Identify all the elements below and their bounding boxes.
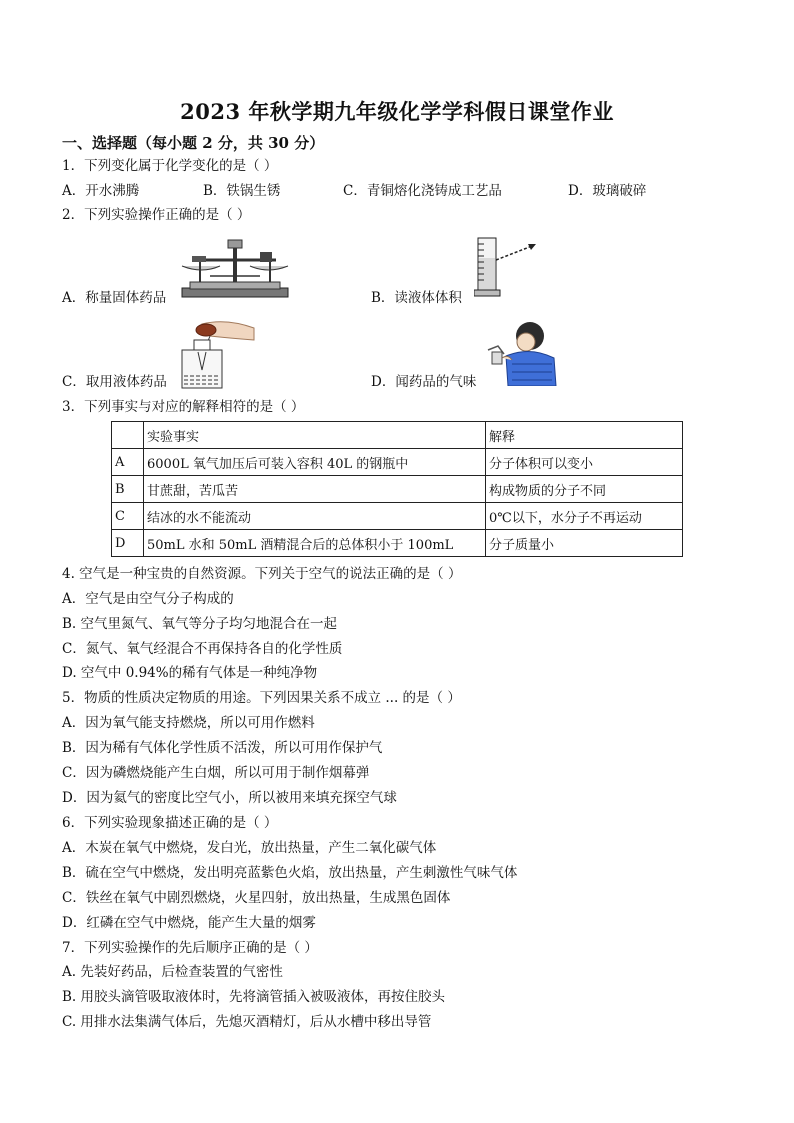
question-4-option-c: C．氮气、氧气经混合不再保持各自的化学性质 xyxy=(62,641,343,657)
table-cell: 构成物质的分子不同 xyxy=(486,476,683,503)
question-7-option-c: C. 用排水法集满气体后，先熄灭酒精灯，后从水槽中移出导管 xyxy=(62,1014,432,1030)
question-6-stem: 6．下列实验现象描述正确的是（ ） xyxy=(62,815,278,831)
question-7-option-b: B. 用胶头滴管吸取液体时，先将滴管插入被吸液体，再按住胶头 xyxy=(62,989,446,1005)
liquid-pouring-illustration xyxy=(176,318,256,390)
question-7-stem: 7．下列实验操作的先后顺序正确的是（ ） xyxy=(62,940,318,956)
question-4-option-b: B. 空气里氮气、氧气等分子均匀地混合在一起 xyxy=(62,616,338,632)
table-cell: 分子质量小 xyxy=(486,530,683,557)
question-6-option-b: B．硫在空气中燃烧，发出明亮蓝紫色火焰，放出热量，产生刺激性气味气体 xyxy=(62,865,518,881)
measuring-cylinder-illustration xyxy=(474,236,544,298)
section-heading: 一、选择题（每小题 2 分，共 30 分） xyxy=(62,134,325,152)
table-header-cell xyxy=(112,422,144,449)
page-title: 2023 年秋学期九年级化学学科假日课堂作业 xyxy=(180,99,614,124)
question-4-stem: 4. 空气是一种宝贵的自然资源。下列关于空气的说法正确的是（ ） xyxy=(62,566,462,582)
table-row xyxy=(112,476,683,503)
table-row xyxy=(112,449,683,476)
table-cell: 50mL 水和 50mL 酒精混合后的总体积小于 100mL xyxy=(144,530,486,557)
table-cell: B xyxy=(112,476,144,503)
table-row xyxy=(112,503,683,530)
table-cell: 6000L 氧气加压后可装入容积 40L 的钢瓶中 xyxy=(144,449,486,476)
question-7-option-a: A. 先装好药品，后检查装置的气密性 xyxy=(62,964,283,980)
table-cell: 甘蔗甜，苦瓜苦 xyxy=(144,476,486,503)
table-header-cell: 实验事实 xyxy=(144,422,486,449)
question-5-option-c: C．因为磷燃烧能产生白烟，所以可用于制作烟幕弹 xyxy=(62,765,370,781)
question-4-option-d: D. 空气中 0.94%的稀有气体是一种纯净物 xyxy=(62,665,318,681)
question-3-stem: 3．下列事实与对应的解释相符的是（ ） xyxy=(62,399,305,415)
question-3-table xyxy=(111,421,683,557)
question-2-option-c: C．取用液体药品 xyxy=(62,374,167,390)
question-2-option-d: D．闻药品的气味 xyxy=(371,374,477,390)
question-2-option-a: A．称量固体药品 xyxy=(62,290,167,306)
question-1-option-d: D．玻璃破碎 xyxy=(568,183,647,199)
table-cell: 结冰的水不能流动 xyxy=(144,503,486,530)
question-5-option-a: A．因为氧气能支持燃烧，所以可用作燃料 xyxy=(62,715,315,731)
question-6-option-c: C．铁丝在氧气中剧烈燃烧，火星四射，放出热量，生成黑色固体 xyxy=(62,890,451,906)
table-header-cell: 解释 xyxy=(486,422,683,449)
question-2-stem: 2．下列实验操作正确的是（ ） xyxy=(62,207,251,223)
table-row xyxy=(112,530,683,557)
question-1-option-b: B．铁锅生锈 xyxy=(203,183,281,199)
table-cell: A xyxy=(112,449,144,476)
question-5-stem: 5．物质的性质决定物质的用途。下列因果关系不成立 ... 的是（ ） xyxy=(62,690,461,706)
question-6-option-a: A．木炭在氧气中燃烧，发白光，放出热量，产生二氧化碳气体 xyxy=(62,840,437,856)
question-4-option-a: A．空气是由空气分子构成的 xyxy=(62,591,234,607)
table-cell: D xyxy=(112,530,144,557)
table-header-row xyxy=(112,422,683,449)
smelling-gas-illustration xyxy=(484,320,560,386)
question-1-option-c: C．青铜熔化浇铸成工艺品 xyxy=(343,183,502,199)
table-cell: C xyxy=(112,503,144,530)
question-1-option-a: A．开水沸腾 xyxy=(62,183,140,199)
question-1-stem: 1．下列变化属于化学变化的是（ ） xyxy=(62,158,278,174)
question-5-option-b: B．因为稀有气体化学性质不活泼，所以可用作保护气 xyxy=(62,740,383,756)
question-6-option-d: D．红磷在空气中燃烧，能产生大量的烟雾 xyxy=(62,915,316,931)
question-2-option-b: B．读液体体积 xyxy=(371,290,462,306)
table-cell: 分子体积可以变小 xyxy=(486,449,683,476)
question-5-option-d: D．因为氦气的密度比空气小，所以被用来填充探空气球 xyxy=(62,790,397,806)
table-cell: 0℃以下，水分子不再运动 xyxy=(486,503,683,530)
balance-scale-illustration xyxy=(180,238,290,300)
